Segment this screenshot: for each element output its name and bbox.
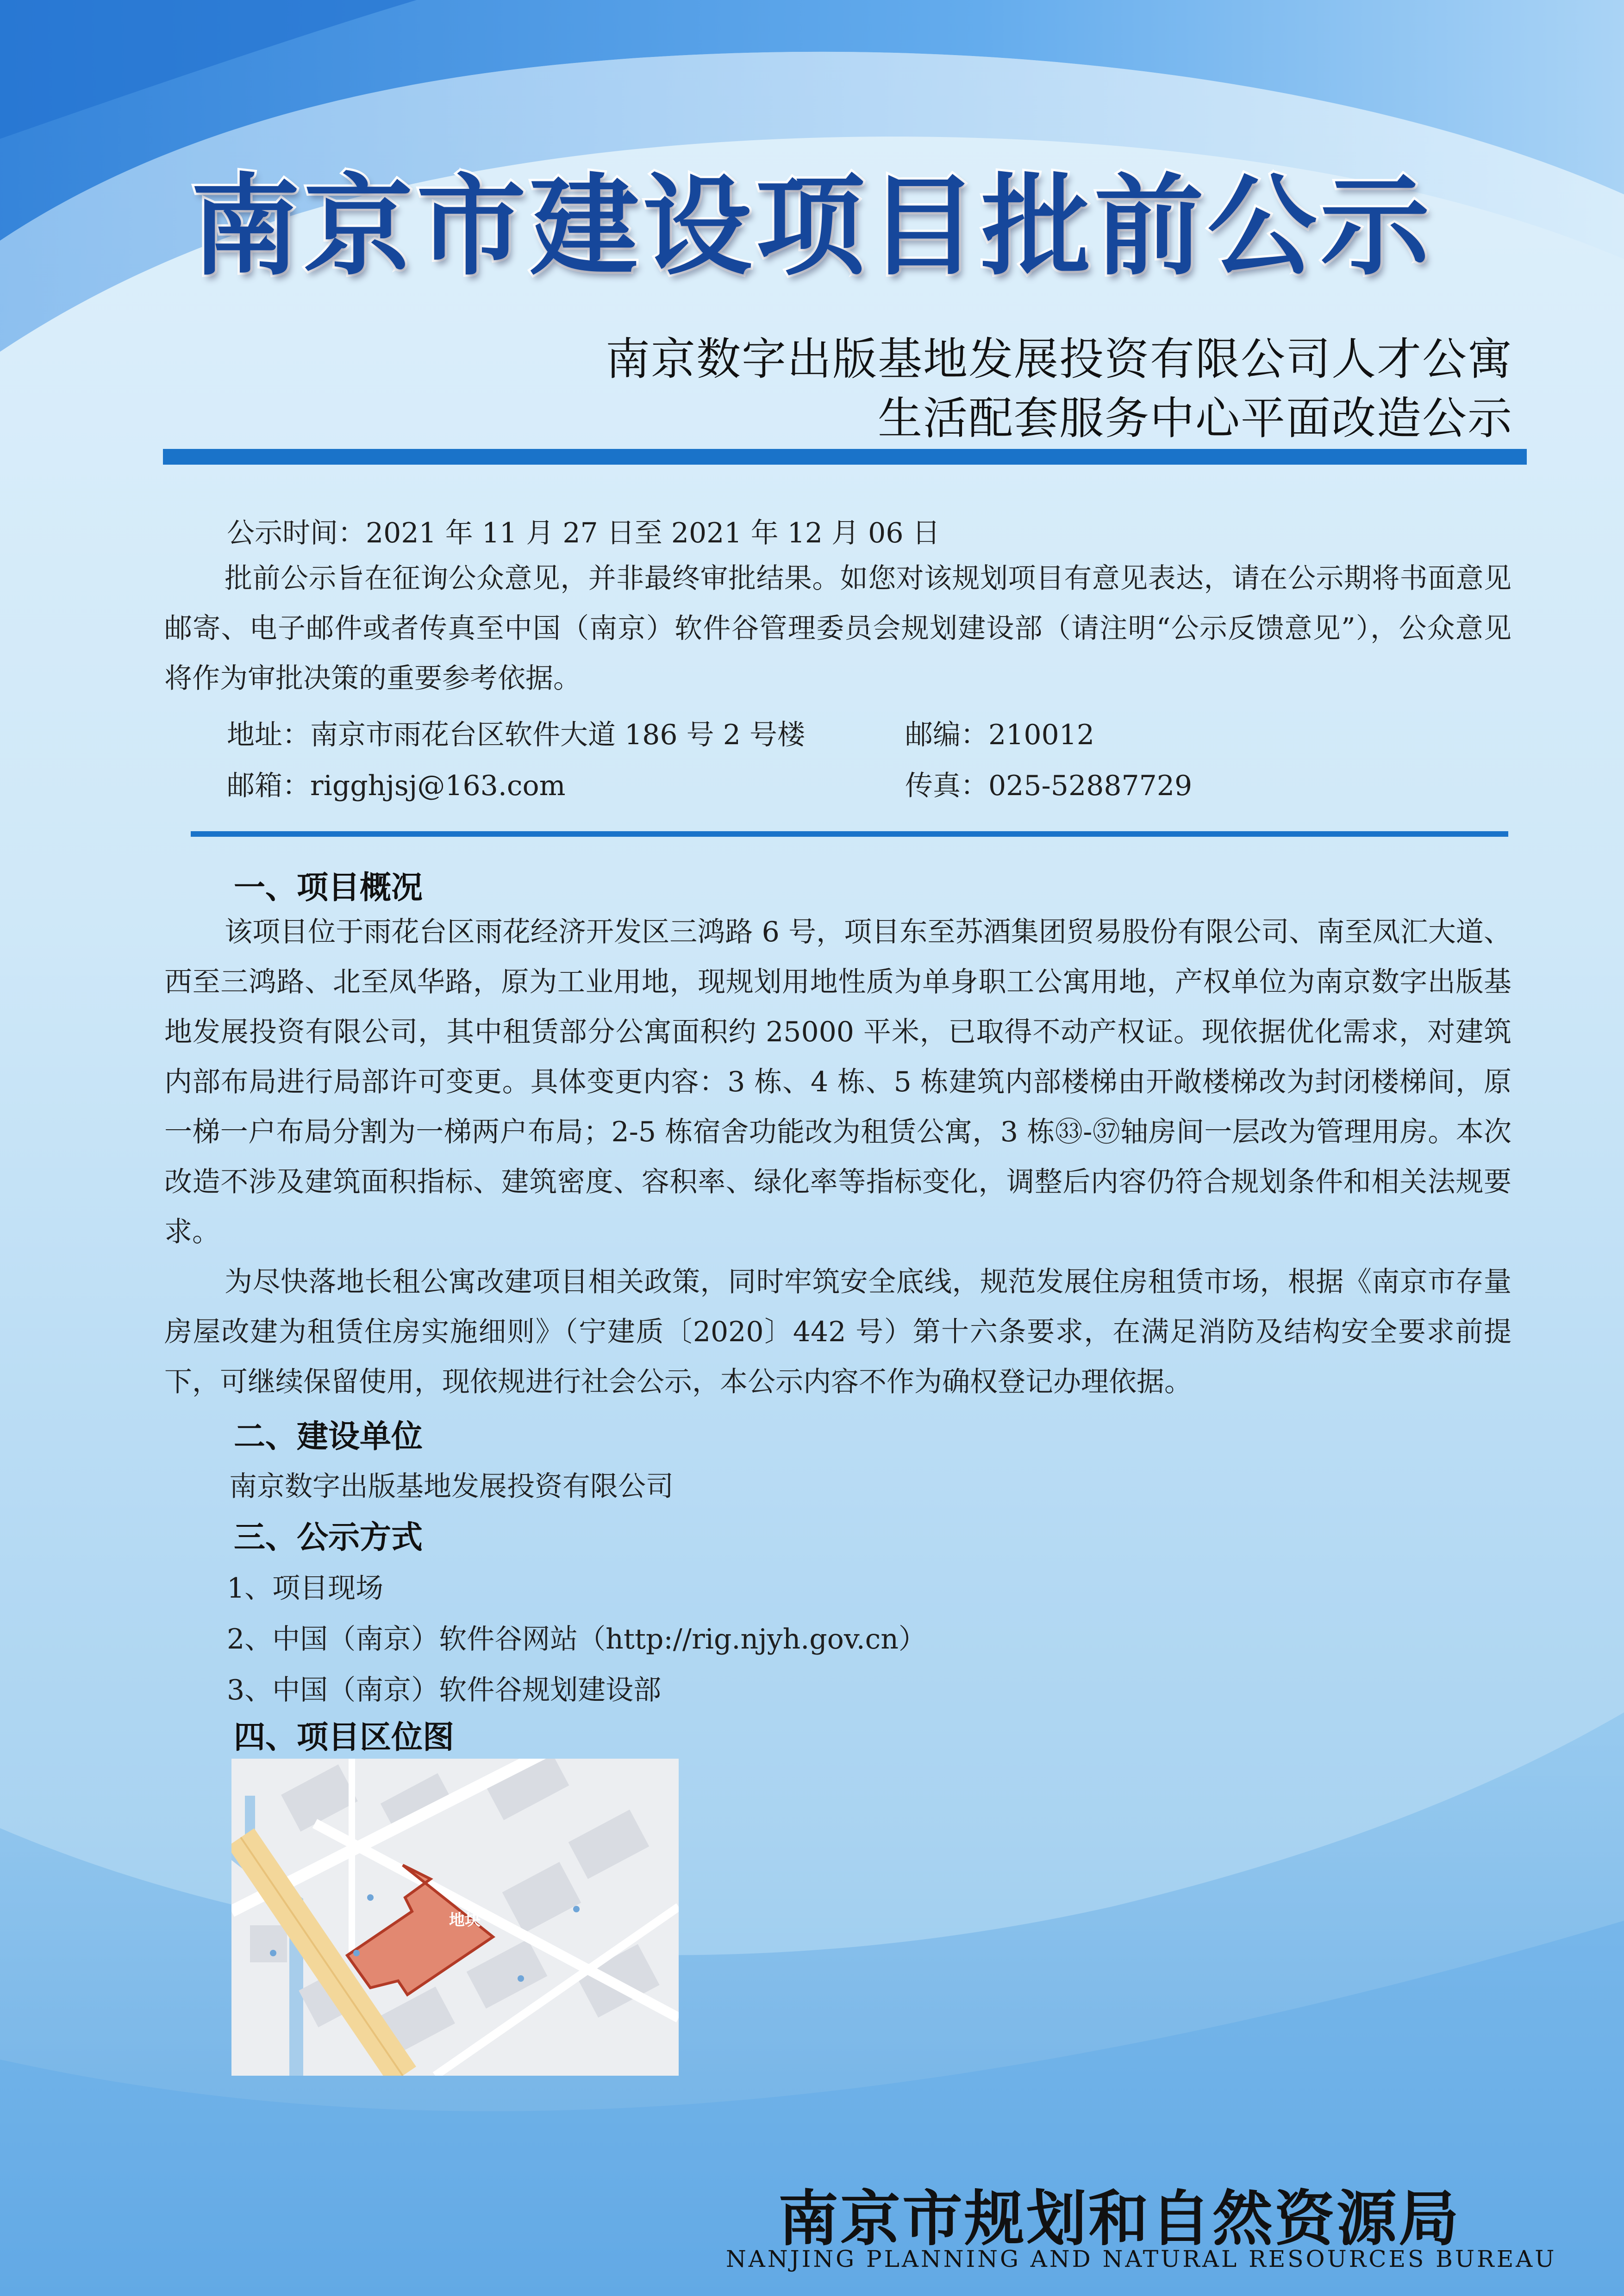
subtitle-line-2: 生活配套服务中心平面改造公示	[878, 392, 1513, 444]
method-item-2-text: 2、中国（南京）软件谷网站（http://rig.njyh.gov.cn）	[227, 1623, 926, 1655]
notice-fax: 传真：025-52887729	[905, 770, 1193, 802]
header-divider	[163, 449, 1527, 465]
location-map	[231, 1759, 679, 2076]
location-map-graphic	[231, 1759, 679, 2076]
issuer-name: 南京市规划和自然资源局	[778, 2183, 1461, 2254]
map-heading: 四、项目区位图	[234, 1719, 455, 1756]
notice-email-text: 邮箱：rigghjsj@163.com	[227, 770, 566, 802]
overview-paragraph-2: 为尽快落地长租公寓改建项目相关政策，同时牢筑安全底线，规范发展住房租赁市场，根据《南京市存量房屋改建为租赁住房实施细则》（宁建质〔2020〕442 号）第十六条要求，在满足消防及结构安全要求前提下，可继续保留使用，现依规进行社会公示，本公示内容不作为确权登记办理依据。	[164, 1266, 1512, 1398]
notice-address: 地址：南京市雨花台区软件大道 186 号 2 号楼	[227, 719, 805, 751]
notice-postcode: 邮编：210012	[905, 719, 1095, 751]
method-item-1: 1、项目现场	[227, 1572, 384, 1605]
notice-intro: 批前公示旨在征询公众意见，并非最终审批结果。如您对该规划项目有意见表达，请在公示期将书面意见邮寄、电子邮件或者传真至中国（南京）软件谷管理委员会规划建设部（请注明“公示反馈意见”），公众意见将作为审批决策的重要参考依据。	[164, 562, 1512, 695]
method-heading: 三、公示方式	[234, 1519, 423, 1556]
issuer-name-english: NANJING PLANNING AND NATURAL RESOURCES BUREAU	[726, 2246, 1557, 2272]
overview-paragraph-1: 该项目位于雨花台区雨花经济开发区三鸿路 6 号，项目东至苏酒集团贸易股份有限公司、南至凤汇大道、西至三鸿路、北至凤华路，原为工业用地，现规划用地性质为单身职工公寓用地，产权单位为南京数字出版基地发展投资有限公司，其中租赁部分公寓面积约 25000 平米，已取得不动产权证。现依据优化需求，对建筑内部布局进行局部许可变更。具体变更内容：3 栋、4 栋、5 栋建筑内部楼梯由开敞楼梯改为封闭楼梯间，原一梯一户布局分割为一梯两户布局；2-5 栋宿舍功能改为租赁公寓，3 栋㉝-㊲轴房间一层改为管理用房。本次改造不涉及建筑面积指标、建筑密度、容积率、绿化率等指标变化，调整后内容仍符合规划条件和相关法规要求。	[164, 916, 1512, 1248]
method-item-2[interactable]	[227, 1617, 926, 1657]
builder-heading: 二、建设单位	[234, 1419, 423, 1455]
notice-period: 公示时间：2021 年 11 月 27 日至 2021 年 12 月 06 日	[227, 517, 940, 549]
page-title: 南京市建设项目批前公示	[190, 163, 1433, 290]
builder-name: 南京数字出版基地发展投资有限公司	[229, 1470, 674, 1503]
method-item-3: 3、中国（南京）软件谷规划建设部	[227, 1674, 662, 1706]
notice-email[interactable]	[227, 764, 566, 803]
overview-heading: 一、项目概况	[234, 870, 423, 906]
subtitle-line-1: 南京数字出版基地发展投资有限公司人才公寓	[606, 333, 1513, 385]
plot-label: 地块	[449, 1911, 481, 1929]
notice-divider	[191, 831, 1508, 837]
